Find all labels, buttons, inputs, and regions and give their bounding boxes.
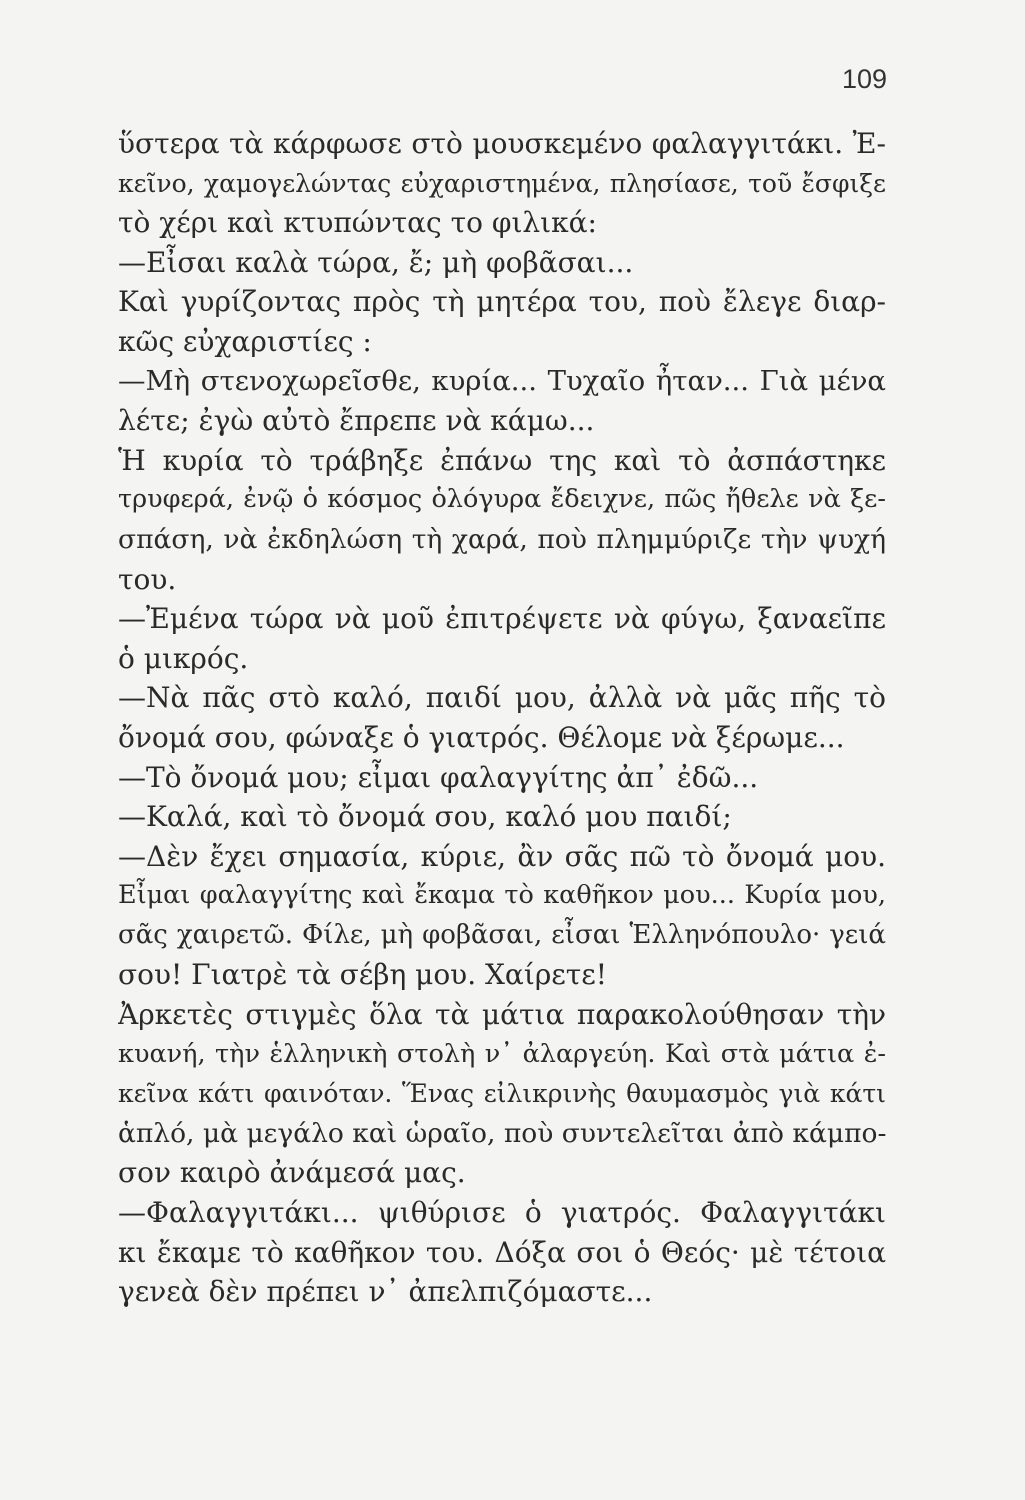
text-line: σπάση, νὰ ἐκδηλώση τὴ χαρά, ποὺ πλημμύριζε τὴν ψυχή xyxy=(118,523,886,555)
text-line: κυανή, τὴν ἑλληνικὴ στολὴ ν᾽ ἀλαργεύη. Καὶ στὰ μάτια ἐ- xyxy=(118,1038,886,1069)
text-line: Καὶ γυρίζοντας πρὸς τὴ μητέρα του, ποὺ ἔλεγε διαρ- xyxy=(118,285,886,319)
text-line: Ἡ κυρία τὸ τράβηξε ἐπάνω της καὶ τὸ ἀσπάστηκε xyxy=(118,443,886,477)
text-line: —Ἐμένα τώρα νὰ μοῦ ἐπιτρέψετε νὰ φύγω, ξαναεῖπε xyxy=(118,602,886,636)
text-line: κῶς εὐχαριστίες : xyxy=(118,324,372,358)
text-line: γενεὰ δὲν πρέπει ν᾽ ἀπελπιζόμαστε... xyxy=(118,1275,653,1309)
text-line: κεῖνα κάτι φαινόταν. Ἕνας εἰλικρινὴς θαυμασμὸς γιὰ κάτι xyxy=(118,1079,886,1109)
text-line: κεῖνο, χαμογελώντας εὐχαριστημένα, πλησίασε, τοῦ ἔσφιξε xyxy=(118,168,886,198)
text-line: τρυφερά, ἐνῷ ὁ κόσμος ὁλόγυρα ἔδειχνε, πῶς ἤθελε νὰ ξε- xyxy=(118,484,886,515)
text-line: Εἶμαι φαλαγγίτης καὶ ἔκαμα τὸ καθῆκον μου... Κυρία μου, xyxy=(118,880,886,911)
text-line: σου! Γιατρὲ τὰ σέβη μου. Χαίρετε! xyxy=(118,958,608,992)
text-line: —Μὴ στενοχωρεῖσθε, κυρία... Τυχαῖο ἦταν... Γιὰ μένα xyxy=(118,364,886,397)
page-number: 109 xyxy=(841,64,887,94)
text-line: —Νὰ πᾶς στὸ καλό, παιδί μου, ἀλλὰ νὰ μᾶς πῆς τὸ xyxy=(118,681,886,715)
text-line: ὁ μικρός. xyxy=(118,641,249,675)
text-line: κι ἔκαμε τὸ καθῆκον του. Δόξα σοι ὁ Θεός· μὲ τέτοια xyxy=(118,1235,886,1269)
text-line: ἁπλό, μὰ μεγάλο καὶ ὡραῖο, ποὺ συντελεῖται ἀπὸ κάμπο- xyxy=(118,1117,886,1149)
text-line: ὄνομά σου, φώναξε ὁ γιατρός. Θέλομε νὰ ξέρωμε... xyxy=(118,720,845,754)
text-line: τὸ χέρι καὶ κτυπώντας το φιλικά: xyxy=(118,206,597,240)
text-line: σον καιρὸ ἀνάμεσά μας. xyxy=(118,1156,466,1190)
text-line: ὕστερα τὰ κάρφωσε στὸ μουσκεμένο φαλαγγιτάκι. Ἐ- xyxy=(118,127,886,160)
text-line: σᾶς χαιρετῶ. Φίλε, μὴ φοβᾶσαι, εἶσαι Ἑλληνόπουλο· γειά xyxy=(118,919,886,950)
text-line: —Εἶσαι καλὰ τώρα, ἔ; μὴ φοβᾶσαι... xyxy=(118,245,634,279)
text-line: —Φαλαγγιτάκι... ψιθύρισε ὁ γιατρός. Φαλαγγιτάκι xyxy=(118,1196,886,1230)
text-line: —Καλά, καὶ τὸ ὄνομά σου, καλό μου παιδί; xyxy=(118,800,732,834)
text-line: του. xyxy=(118,562,177,596)
text-line: —Δὲν ἔχει σημασία, κύριε, ἂν σᾶς πῶ τὸ ὄνομά μου. xyxy=(118,839,886,873)
text-line: Ἀρκετὲς στιγμὲς ὅλα τὰ μάτια παρακολούθησαν τὴν xyxy=(118,998,886,1032)
text-line: λέτε; ἐγὼ αὐτὸ ἔπρεπε νὰ κάμω... xyxy=(118,404,595,438)
text-line: —Τὸ ὄνομά μου; εἶμαι φαλαγγίτης ἀπ᾽ ἐδῶ... xyxy=(118,760,759,794)
body-text xyxy=(118,124,886,1312)
